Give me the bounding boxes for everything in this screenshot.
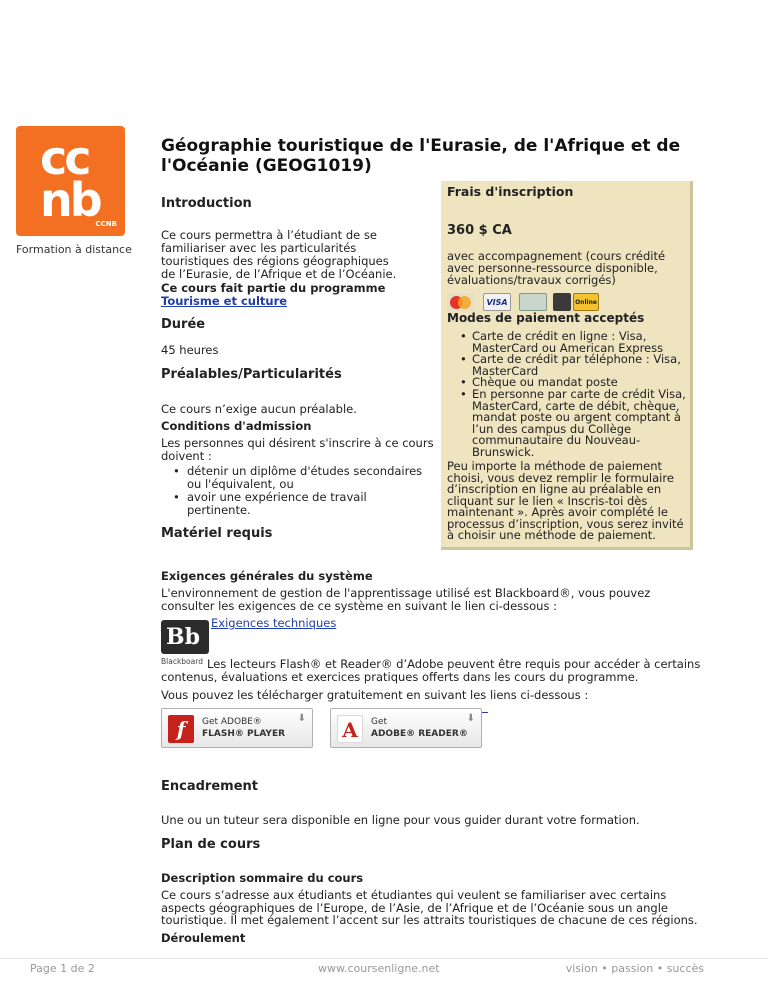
logo-mark: CCNB (95, 220, 117, 228)
logo-letters-bottom: nb (40, 173, 100, 227)
payment-cards (447, 293, 607, 313)
duree-heading: Durée (161, 317, 206, 332)
cheque-icon (519, 293, 547, 311)
online-icon: Online (573, 293, 599, 311)
list-item: • Chèque ou mandat poste (460, 377, 692, 389)
program-label: Ce cours fait partie du programme (161, 281, 386, 295)
description-text: Ce cours s’adresse aux étudiants et étudiantes qui veulent se familiariser avec certains aspects géographiques de l’Europe, de l’Asie, de l’Afrique et de l’Océanie sous un angle touristique. Il met également l’accent sur les attraits touristiques de chacune de ces régions. (161, 888, 698, 927)
acrobat-icon: A (337, 715, 363, 743)
list-item: • avoir une expérience de travail pertinente. (170, 491, 430, 517)
download-text: Vous pouvez les télécharger gratuitement en suivant les liens ci-dessous : (161, 688, 589, 702)
conditions-heading: Conditions d'admission (161, 419, 312, 433)
list-item: • En personne par carte de crédit Visa, MasterCard, carte de débit, chèque, mandat poste ou argent comptant à l’un des campus du Collège communautaire du Nouveau-Brunswick. (460, 389, 692, 459)
get-adobe-reader-button[interactable] (330, 708, 482, 748)
mastercard-icon (447, 293, 475, 311)
logo-subtitle: Formation à distance (16, 243, 132, 256)
program-link[interactable]: Tourisme et culture (161, 294, 288, 308)
list-item: • Carte de crédit en ligne : Visa, MasterCard ou American Express (460, 331, 692, 354)
logo-letters-top: cc (40, 131, 89, 185)
prealables-text: Ce cours n’exige aucun préalable. (161, 402, 357, 416)
pen-icon (553, 293, 571, 311)
payment-modes-heading: Modes de paiement acceptés (447, 311, 645, 325)
prealables-heading: Préalables/Particularités (161, 367, 342, 382)
flash-icon: f (168, 715, 194, 743)
conditions-list (170, 465, 430, 517)
footer-site: www.coursenligne.net (318, 962, 440, 975)
payment-note: Peu importe la méthode de paiement choisi, vous devez remplir le formulaire d’inscription en ligne au préalable en cliquant sur le lien « Inscris-toi dès maintenant ». Après avoir complété le processus d’inscription, vous serez invité à choisir une méthode de paiement. (447, 459, 684, 542)
ccnb-logo (16, 126, 125, 236)
intro-text: Ce cours permettra à l’étudiant de se familiariser avec les particularités touristiques des régions géographiques de l’Eurasie, de l’Afrique et de l’Océanie. (161, 228, 397, 281)
blackboard-wordmark: Blackboard (161, 657, 203, 666)
link-underline (482, 712, 488, 713)
reader-get-label: Get (371, 717, 388, 727)
fees-price: 360 $ CA (447, 223, 512, 238)
blackboard-icon: Bb (161, 620, 209, 654)
get-flash-player-button[interactable] (161, 708, 313, 748)
page-number: Page 1 de 2 (30, 962, 95, 975)
conditions-text: Les personnes qui désirent s'inscrire à ce cours doivent : (161, 436, 434, 463)
payment-modes-list (460, 331, 692, 459)
system-heading: Exigences générales du système (161, 569, 373, 583)
footer-motto: vision • passion • succès (565, 962, 704, 975)
reader-name-label: ADOBE® READER® (371, 729, 468, 739)
encadrement-text: Une ou un tuteur sera disponible en ligne pour vous guider durant votre formation. (161, 813, 640, 827)
footer-divider (0, 958, 768, 959)
description-heading: Description sommaire du cours (161, 871, 364, 885)
fees-title: Frais d'inscription (447, 184, 574, 199)
page-title: Géographie touristique de l'Eurasie, de l'Afrique et de l'Océanie (GEOG1019) (161, 136, 681, 176)
duree-value: 45 heures (161, 343, 219, 357)
list-item: • détenir un diplôme d'études secondaires ou l'équivalent, ou (170, 465, 430, 491)
list-item: • Carte de crédit par téléphone : Visa, MasterCard (460, 354, 692, 377)
fees-description: avec accompagnement (cours crédité avec personne-ressource disponible, évaluations/travaux corrigés) (447, 249, 666, 287)
materiel-heading: Matériel requis (161, 526, 273, 541)
system-text: L'environnement de gestion de l'apprentissage utilisé est Blackboard®, vous pouvez consulter les exigences de ce système en suivant le lien ci-dessous : (161, 586, 651, 613)
flash-get-label: Get ADOBE® (202, 717, 262, 727)
plan-heading: Plan de cours (161, 837, 261, 852)
adobe-text: Les lecteurs Flash® et Reader® d’Adobe peuvent être requis pour accéder à certains contenus, évaluations et exercices pratiques offerts dans les cours du programme. (161, 657, 701, 684)
deroulement-heading: Déroulement (161, 931, 246, 945)
download-arrow-icon: ⬇ (297, 713, 306, 724)
fees-box (441, 181, 693, 550)
tech-requirements-link[interactable]: Exigences techniques (211, 616, 337, 630)
download-arrow-icon: ⬇ (466, 713, 475, 724)
encadrement-heading: Encadrement (161, 779, 258, 794)
visa-icon: VISA (483, 293, 511, 311)
intro-heading: Introduction (161, 196, 252, 211)
flash-name-label: FLASH® PLAYER (202, 729, 286, 739)
